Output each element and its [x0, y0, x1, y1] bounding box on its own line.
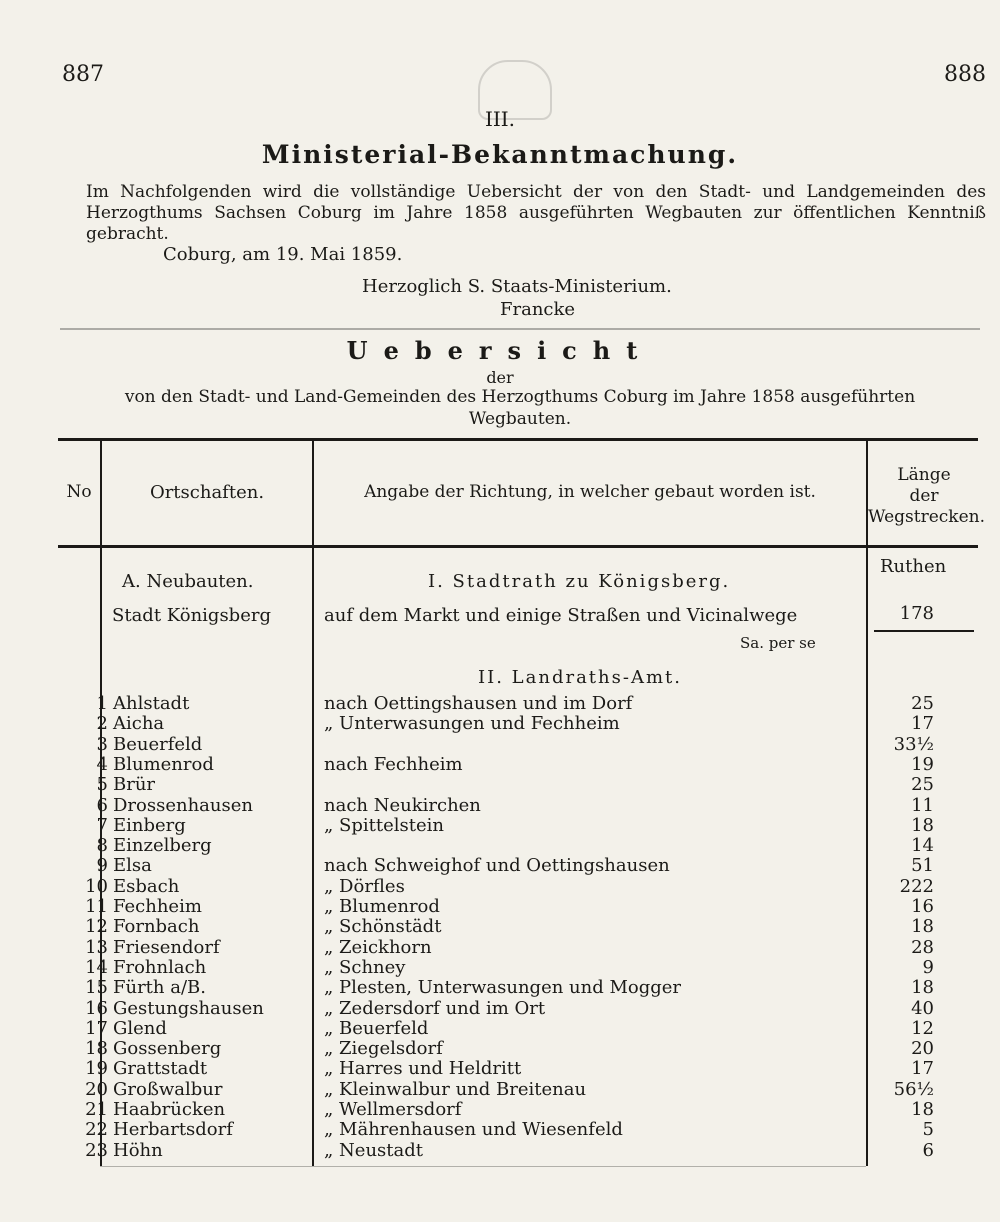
row-place: Einberg: [113, 815, 186, 836]
row-place: Friesendorf: [113, 937, 220, 958]
row-length: 18: [911, 916, 934, 937]
table-row: [0, 896, 1000, 916]
row-length: 25: [911, 693, 934, 714]
row-number: 20: [85, 1079, 108, 1100]
ministry-signature: Herzoglich S. Staats-Ministerium.: [362, 276, 672, 297]
bottom-faint-rule: [100, 1166, 866, 1167]
intro-paragraph: Im Nachfolgenden wird die vollständige Uebersicht der von den Stadt- und Landgemeinden des Herzogthums Sachsen Coburg im Jahre 1858 ausgeführten Wegbauten zur öffentlichen Kenntniß gebracht.: [86, 182, 986, 244]
row-place: Elsa: [113, 855, 152, 876]
row-number: 14: [85, 957, 108, 978]
row-direction: „ Plesten, Unterwasungen und Mogger: [324, 977, 682, 998]
unit-label: Ruthen: [880, 556, 947, 577]
table-row: [0, 835, 1000, 855]
row-number: 13: [85, 937, 108, 958]
header-length-1: Länge: [897, 465, 951, 485]
row-length: 5: [922, 1119, 934, 1140]
row-number: 9: [96, 855, 108, 876]
row-length: 6: [922, 1140, 934, 1161]
row-length: 19: [911, 754, 934, 775]
row-length: 17: [911, 1058, 934, 1079]
header-length-3: Wegstrecken.: [868, 507, 986, 527]
row-direction: „ Dörfles: [324, 876, 405, 897]
row-direction: nach Fechheim: [324, 754, 463, 775]
sum-rule: [874, 630, 974, 632]
row-direction: „ Spittelstein: [324, 815, 445, 836]
koenigsberg-length: 178: [899, 603, 934, 624]
row-place: Gestungshausen: [113, 998, 264, 1019]
table-row: [0, 1058, 1000, 1078]
table-row: [0, 1099, 1000, 1119]
row-place: Grattstadt: [113, 1058, 208, 1079]
table-row: [0, 876, 1000, 896]
row-direction: „ Harres und Heldritt: [324, 1058, 522, 1079]
row-number: 5: [96, 774, 108, 795]
row-direction: „ Blumenrod: [324, 896, 440, 917]
table-row: [0, 855, 1000, 875]
row-number: 16: [85, 998, 108, 1019]
overview-der: der: [486, 368, 514, 387]
table-row: [0, 734, 1000, 754]
header-length-2: der: [909, 486, 939, 506]
row-length: 18: [911, 977, 934, 998]
table-row: [0, 977, 1000, 997]
row-number: 18: [85, 1038, 108, 1059]
district-1-label: I. Stadtrath zu Königsberg.: [428, 571, 731, 592]
row-length: 28: [911, 937, 934, 958]
table-row: [0, 998, 1000, 1018]
row-direction: „ Wellmersdorf: [324, 1099, 462, 1120]
row-length: 56½: [893, 1079, 934, 1100]
row-direction: nach Neukirchen: [324, 795, 481, 816]
row-number: 15: [85, 977, 108, 998]
table-row: [0, 916, 1000, 936]
row-number: 8: [96, 835, 108, 856]
row-length: 16: [911, 896, 934, 917]
table-row: [0, 957, 1000, 977]
table-row: [0, 795, 1000, 815]
row-number: 10: [85, 876, 108, 897]
row-place: Blumenrod: [113, 754, 214, 775]
overview-title: Uebersicht: [346, 336, 654, 365]
row-length: 12: [911, 1018, 934, 1039]
table-header-rule: [58, 545, 978, 548]
table-row: [0, 754, 1000, 774]
table-row: [0, 937, 1000, 957]
table-row: [0, 1079, 1000, 1099]
row-number: 19: [85, 1058, 108, 1079]
section-heading: Ministerial-Bekanntmachung.: [261, 140, 739, 169]
row-number: 6: [96, 795, 108, 816]
faint-rule: [60, 328, 980, 330]
row-number: 7: [96, 815, 108, 836]
row-length: 20: [911, 1038, 934, 1059]
page-number-right: 888: [944, 62, 986, 87]
row-length: 18: [911, 815, 934, 836]
district-2-label: II. Landraths-Amt.: [478, 667, 682, 688]
row-direction: „ Mährenhausen und Wiesenfeld: [324, 1119, 623, 1140]
row-number: 17: [85, 1018, 108, 1039]
row-length: 18: [911, 1099, 934, 1120]
row-place: Herbartsdorf: [113, 1119, 233, 1140]
row-length: 51: [911, 855, 934, 876]
row-direction: „ Zeickhorn: [324, 937, 432, 958]
header-direction: Angabe der Richtung, in welcher gebaut worden ist.: [364, 482, 816, 502]
table-row: [0, 774, 1000, 794]
row-place: Aicha: [113, 713, 165, 734]
row-direction: nach Oettingshausen und im Dorf: [324, 693, 633, 714]
header-no: No: [66, 482, 92, 502]
row-place: Brür: [113, 774, 156, 795]
page-number-left: 887: [62, 62, 104, 87]
row-direction: „ Kleinwalbur und Breitenau: [324, 1079, 587, 1100]
section-number: III.: [484, 107, 516, 131]
header-places: Ortschaften.: [149, 482, 265, 503]
row-place: Drossenhausen: [113, 795, 253, 816]
row-number: 12: [85, 916, 108, 937]
row-place: Gossenberg: [113, 1038, 222, 1059]
row-place: Haabrücken: [113, 1099, 226, 1120]
table-row: [0, 1119, 1000, 1139]
row-length: 25: [911, 774, 934, 795]
row-place: Fechheim: [113, 896, 202, 917]
row-place: Einzelberg: [113, 835, 212, 856]
table-row: [0, 1018, 1000, 1038]
row-place: Großwalbur: [113, 1079, 223, 1100]
row-number: 22: [85, 1119, 108, 1140]
row-number: 23: [85, 1140, 108, 1161]
sa-per-se: Sa. per se: [740, 634, 816, 652]
row-place: Fornbach: [113, 916, 200, 937]
row-place: Höhn: [113, 1140, 163, 1161]
row-place: Frohnlach: [113, 957, 207, 978]
row-number: 11: [85, 896, 108, 917]
row-direction: „ Neustadt: [324, 1140, 423, 1161]
row-number: 4: [96, 754, 108, 775]
table-top-rule: [58, 438, 978, 441]
row-direction: „ Zedersdorf und im Ort: [324, 998, 546, 1019]
row-length: 11: [911, 795, 934, 816]
row-length: 9: [922, 957, 934, 978]
section-a-label: A. Neubauten.: [122, 571, 254, 592]
dateline: Coburg, am 19. Mai 1859.: [163, 244, 403, 265]
row-number: 1: [96, 693, 108, 714]
row-direction: nach Schweighof und Oettingshausen: [324, 855, 670, 876]
row-direction: „ Ziegelsdorf: [324, 1038, 443, 1059]
row-length: 222: [899, 876, 934, 897]
row-place: Esbach: [113, 876, 180, 897]
row-direction: „ Schney: [324, 957, 406, 978]
table-row: [0, 713, 1000, 733]
row-direction: „ Schönstädt: [324, 916, 442, 937]
table-row: [0, 693, 1000, 713]
row-place: Fürth a/B.: [113, 977, 206, 998]
row-place: Ahlstadt: [113, 693, 190, 714]
row-length: 17: [911, 713, 934, 734]
table-row: [0, 815, 1000, 835]
table-row: [0, 1140, 1000, 1160]
row-length: 33½: [893, 734, 934, 755]
row-number: 2: [96, 713, 108, 734]
table-row: [0, 1038, 1000, 1058]
row-direction: „ Unterwasungen und Fechheim: [324, 713, 620, 734]
signer-name: Francke: [500, 299, 576, 320]
row-place: Glend: [113, 1018, 167, 1039]
row-length: 40: [911, 998, 934, 1019]
overview-subtitle: von den Stadt- und Land-Gemeinden des Herzogthums Coburg im Jahre 1858 ausgeführten Wegbauten.: [124, 387, 916, 429]
row-number: 3: [96, 734, 108, 755]
koenigsberg-direction: auf dem Markt und einige Straßen und Vicinalwege: [324, 605, 798, 626]
row-direction: „ Beuerfeld: [324, 1018, 429, 1039]
koenigsberg-place: Stadt Königsberg: [112, 605, 271, 626]
row-length: 14: [911, 835, 934, 856]
row-place: Beuerfeld: [113, 734, 203, 755]
row-number: 21: [85, 1099, 108, 1120]
